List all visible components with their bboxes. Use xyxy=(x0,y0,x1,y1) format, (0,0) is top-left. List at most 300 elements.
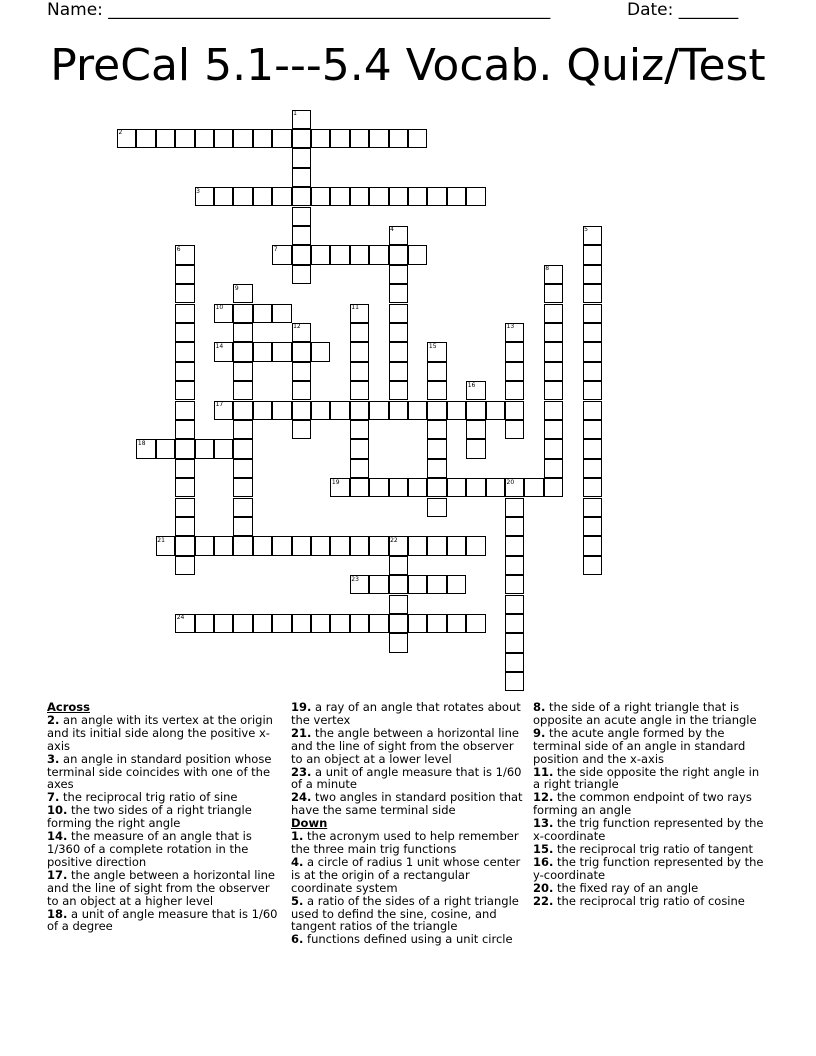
clue-item-text: the angle between a horizontal line and the line of sight from the observer to an object at a higher level xyxy=(47,867,275,908)
grid-cell[interactable] xyxy=(311,614,330,633)
clue-item-number: 19. xyxy=(291,700,312,714)
clue-number: 19 xyxy=(331,478,340,486)
clue-item-text: the two sides of a right triangle forming the right angle xyxy=(47,803,252,831)
grid-cell[interactable] xyxy=(214,129,233,148)
grid-cell[interactable] xyxy=(486,401,505,420)
clue-item-number: 5. xyxy=(291,893,304,908)
grid-cell[interactable] xyxy=(253,342,272,361)
grid-cell[interactable] xyxy=(583,536,602,555)
grid-cell[interactable] xyxy=(292,226,311,245)
grid-cell[interactable] xyxy=(214,614,233,633)
clues-column-2 xyxy=(291,701,526,946)
grid-cell[interactable] xyxy=(233,304,252,323)
grid-cell[interactable] xyxy=(544,362,563,381)
clue-number: 18 xyxy=(137,439,146,447)
clue-item xyxy=(47,804,282,830)
grid-cell[interactable] xyxy=(427,401,446,420)
clue-number: 21 xyxy=(157,536,165,544)
grid-cell[interactable] xyxy=(330,614,349,633)
grid-cell[interactable] xyxy=(583,323,602,342)
grid-cell[interactable] xyxy=(389,342,408,361)
grid-cell[interactable] xyxy=(233,478,252,497)
grid-cell[interactable] xyxy=(505,595,524,614)
clue-item-text: the reciprocal trig ratio of cosine xyxy=(553,893,745,908)
clue-item-number: 11. xyxy=(533,764,554,779)
grid-cell[interactable] xyxy=(350,362,369,381)
clue-item-text: the fixed ray of an angle xyxy=(553,880,699,895)
grid-cell[interactable] xyxy=(195,129,214,148)
clue-item-number: 23. xyxy=(291,764,312,779)
grid-cell[interactable] xyxy=(583,342,602,361)
clue-number: 16 xyxy=(467,381,476,389)
clue-number: 9 xyxy=(234,284,239,292)
clue-item-text: a unit of angle measure that is 1/60 of a minute xyxy=(291,764,522,792)
grid-cell[interactable] xyxy=(175,517,194,536)
clue-item-number: 2. xyxy=(47,712,60,727)
grid-cell[interactable] xyxy=(272,536,291,555)
grid-cell[interactable] xyxy=(175,129,194,148)
clue-item xyxy=(291,727,526,766)
clue-item xyxy=(291,895,526,934)
clue-item-number: 8. xyxy=(533,700,546,714)
grid-cell[interactable] xyxy=(175,362,194,381)
grid-cell[interactable] xyxy=(544,304,563,323)
clue-item-number: 21. xyxy=(291,725,312,740)
grid-cell[interactable] xyxy=(253,614,272,633)
grid-cell[interactable] xyxy=(389,478,408,497)
grid-cell[interactable] xyxy=(175,284,194,303)
grid-cell[interactable] xyxy=(583,284,602,303)
grid-cell[interactable] xyxy=(233,401,252,420)
clue-number: 2 xyxy=(118,129,123,137)
grid-cell[interactable] xyxy=(175,342,194,361)
grid-cell[interactable] xyxy=(583,459,602,478)
clue-item xyxy=(533,727,768,766)
grid-cell[interactable] xyxy=(195,536,214,555)
clue-item-text: the side of a right triangle that is opposite an acute angle in the triangle xyxy=(533,700,757,727)
grid-cell[interactable] xyxy=(233,129,252,148)
grid-cell[interactable] xyxy=(292,381,311,400)
grid-cell[interactable] xyxy=(175,420,194,439)
clue-item-text: the angle between a horizontal line and the line of sight from the observer to an object at a lower level xyxy=(291,725,519,766)
clue-item xyxy=(291,856,526,895)
grid-cell[interactable] xyxy=(466,536,485,555)
grid-cell[interactable] xyxy=(350,536,369,555)
clue-item-text: a circle of radius 1 unit whose center is at the origin of a rectangular coordinate system xyxy=(291,854,521,895)
grid-cell[interactable] xyxy=(175,439,194,458)
grid-cell[interactable] xyxy=(292,401,311,420)
grid-cell[interactable] xyxy=(350,245,369,264)
grid-cell[interactable] xyxy=(175,265,194,284)
grid-cell[interactable] xyxy=(427,575,446,594)
grid-cell[interactable] xyxy=(330,129,349,148)
clue-item xyxy=(533,895,768,908)
grid-cell[interactable] xyxy=(214,536,233,555)
clue-number: 12 xyxy=(293,323,301,331)
clue-number: 7 xyxy=(273,245,278,253)
grid-cell[interactable] xyxy=(466,439,485,458)
grid-cell[interactable] xyxy=(175,498,194,517)
grid-cell[interactable] xyxy=(583,265,602,284)
grid-cell[interactable] xyxy=(350,323,369,342)
grid-cell[interactable] xyxy=(408,245,427,264)
grid-cell[interactable] xyxy=(389,284,408,303)
grid-cell[interactable] xyxy=(233,323,252,342)
grid-cell[interactable] xyxy=(427,381,446,400)
clue-item-number: 24. xyxy=(291,790,312,805)
grid-cell[interactable] xyxy=(389,187,408,206)
grid-cell[interactable] xyxy=(389,595,408,614)
grid-cell[interactable] xyxy=(369,187,388,206)
grid-cell[interactable] xyxy=(505,381,524,400)
grid-cell[interactable] xyxy=(233,536,252,555)
grid-cell[interactable] xyxy=(330,245,349,264)
grid-cell[interactable] xyxy=(389,401,408,420)
clue-item-text: a ray of an angle that rotates about the vertex xyxy=(291,700,521,727)
grid-cell[interactable] xyxy=(505,633,524,652)
grid-cell[interactable] xyxy=(292,187,311,206)
clue-heading: Down xyxy=(291,816,328,831)
grid-cell[interactable] xyxy=(369,575,388,594)
grid-cell[interactable] xyxy=(427,420,446,439)
clue-item-number: 12. xyxy=(533,790,554,805)
clue-number: 14 xyxy=(215,342,224,350)
clue-item-number: 18. xyxy=(47,906,68,921)
grid-cell[interactable] xyxy=(233,187,252,206)
grid-cell[interactable] xyxy=(544,323,563,342)
grid-cell[interactable] xyxy=(233,342,252,361)
grid-cell[interactable] xyxy=(583,556,602,575)
grid-cell[interactable] xyxy=(233,517,252,536)
grid-cell[interactable] xyxy=(272,614,291,633)
clue-item xyxy=(533,766,768,792)
grid-cell[interactable] xyxy=(389,381,408,400)
grid-cell[interactable] xyxy=(524,478,543,497)
grid-cell[interactable] xyxy=(408,614,427,633)
grid-cell[interactable] xyxy=(389,362,408,381)
grid-cell[interactable] xyxy=(427,439,446,458)
grid-cell[interactable] xyxy=(369,478,388,497)
grid-cell[interactable] xyxy=(272,304,291,323)
clue-item-number: 4. xyxy=(291,854,304,869)
grid-cell[interactable] xyxy=(175,304,194,323)
clue-item xyxy=(47,714,282,753)
grid-cell[interactable] xyxy=(350,129,369,148)
grid-cell[interactable] xyxy=(544,401,563,420)
grid-cell[interactable] xyxy=(408,187,427,206)
grid-cell[interactable] xyxy=(253,304,272,323)
grid-cell[interactable] xyxy=(505,362,524,381)
grid-cell[interactable] xyxy=(427,187,446,206)
grid-cell[interactable] xyxy=(583,245,602,264)
grid-cell[interactable] xyxy=(466,187,485,206)
clue-item-number: 6. xyxy=(291,932,304,947)
grid-cell[interactable] xyxy=(253,536,272,555)
clue-item xyxy=(533,791,768,817)
grid-cell[interactable] xyxy=(156,439,175,458)
clue-item-number: 3. xyxy=(47,751,60,766)
grid-cell[interactable] xyxy=(505,556,524,575)
grid-cell[interactable] xyxy=(195,439,214,458)
clue-item xyxy=(291,933,526,946)
grid-cell[interactable] xyxy=(175,459,194,478)
grid-cell[interactable] xyxy=(544,439,563,458)
clue-number: 15 xyxy=(428,342,437,350)
clue-item-text: the side opposite the right angle in a right triangle xyxy=(533,764,760,792)
grid-cell[interactable] xyxy=(292,362,311,381)
clue-item-text: the acronym used to help remember the three main trig functions xyxy=(291,829,519,856)
grid-cell[interactable] xyxy=(175,478,194,497)
grid-cell[interactable] xyxy=(350,342,369,361)
clue-item-text: the trig function represented by the y-coordinate xyxy=(533,854,764,882)
clue-item-number: 22. xyxy=(533,893,554,908)
grid-cell[interactable] xyxy=(292,536,311,555)
grid-cell[interactable] xyxy=(583,498,602,517)
clues-column-1 xyxy=(47,701,282,933)
grid-cell[interactable] xyxy=(311,401,330,420)
grid-cell[interactable] xyxy=(369,401,388,420)
grid-cell[interactable] xyxy=(447,478,466,497)
grid-cell[interactable] xyxy=(272,129,291,148)
clue-item xyxy=(291,701,526,727)
grid-cell[interactable] xyxy=(214,187,233,206)
grid-cell[interactable] xyxy=(233,459,252,478)
grid-cell[interactable] xyxy=(466,478,485,497)
grid-cell[interactable] xyxy=(505,575,524,594)
grid-cell[interactable] xyxy=(292,614,311,633)
grid-cell[interactable] xyxy=(505,498,524,517)
grid-cell[interactable] xyxy=(175,556,194,575)
grid-cell[interactable] xyxy=(233,439,252,458)
grid-cell[interactable] xyxy=(447,187,466,206)
clue-number: 5 xyxy=(584,226,588,234)
grid-cell[interactable] xyxy=(389,304,408,323)
grid-cell[interactable] xyxy=(292,245,311,264)
clue-item-text: a ratio of the sides of a right triangle used to defind the sine, cosine, and tangent ratios of the triangle xyxy=(291,893,519,934)
clue-number: 13 xyxy=(506,323,515,331)
clue-item-number: 16. xyxy=(533,854,554,869)
grid-cell[interactable] xyxy=(486,478,505,497)
grid-cell[interactable] xyxy=(427,536,446,555)
grid-cell[interactable] xyxy=(408,478,427,497)
grid-cell[interactable] xyxy=(350,381,369,400)
clue-item-text: two angles in standard position that have the same terminal side xyxy=(291,790,523,818)
grid-cell[interactable] xyxy=(408,129,427,148)
grid-cell[interactable] xyxy=(369,245,388,264)
clue-item-number: 15. xyxy=(533,841,554,856)
grid-cell[interactable] xyxy=(544,478,563,497)
grid-cell[interactable] xyxy=(272,401,291,420)
grid-cell[interactable] xyxy=(292,168,311,187)
grid-cell[interactable] xyxy=(505,517,524,536)
grid-cell[interactable] xyxy=(233,381,252,400)
grid-cell[interactable] xyxy=(447,575,466,594)
clue-number: 3 xyxy=(196,187,200,195)
grid-cell[interactable] xyxy=(311,342,330,361)
grid-cell[interactable] xyxy=(408,401,427,420)
grid-cell[interactable] xyxy=(233,420,252,439)
clue-item xyxy=(291,766,526,792)
grid-cell[interactable] xyxy=(350,439,369,458)
clue-number: 6 xyxy=(176,245,181,253)
grid-cell[interactable] xyxy=(583,362,602,381)
clue-number: 17 xyxy=(215,401,224,408)
clue-item-text: an angle with its vertex at the origin and its initial side along the positive x-axis xyxy=(47,712,273,753)
grid-cell[interactable] xyxy=(175,536,194,555)
clue-heading: Across xyxy=(47,700,90,714)
grid-cell[interactable] xyxy=(408,536,427,555)
grid-cell[interactable] xyxy=(350,478,369,497)
grid-cell[interactable] xyxy=(369,536,388,555)
grid-cell[interactable] xyxy=(292,420,311,439)
grid-cell[interactable] xyxy=(505,401,524,420)
clue-number: 4 xyxy=(390,226,394,234)
grid-cell[interactable] xyxy=(233,614,252,633)
grid-cell[interactable] xyxy=(427,459,446,478)
clue-item xyxy=(47,869,282,908)
grid-cell[interactable] xyxy=(466,401,485,420)
grid-cell[interactable] xyxy=(330,401,349,420)
grid-cell[interactable] xyxy=(389,265,408,284)
clue-item-number: 10. xyxy=(47,803,68,818)
grid-cell[interactable] xyxy=(447,614,466,633)
grid-cell[interactable] xyxy=(505,672,524,691)
clue-item-number: 7. xyxy=(47,790,60,805)
grid-cell[interactable] xyxy=(311,187,330,206)
grid-cell[interactable] xyxy=(350,420,369,439)
clue-number: 22 xyxy=(390,536,398,544)
grid-cell[interactable] xyxy=(466,420,485,439)
grid-cell[interactable] xyxy=(175,323,194,342)
grid-cell[interactable] xyxy=(466,614,485,633)
clue-number: 8 xyxy=(545,265,550,273)
clue-item xyxy=(291,791,526,817)
grid-cell[interactable] xyxy=(350,401,369,420)
page-title: PreCal 5.1---5.4 Vocab. Quiz/Test xyxy=(50,40,766,91)
clue-item-text: the acute angle formed by the terminal side of an angle in standard position and the x-axis xyxy=(533,725,746,766)
grid-cell[interactable] xyxy=(330,536,349,555)
clue-number: 1 xyxy=(293,110,297,117)
grid-cell[interactable] xyxy=(136,129,155,148)
grid-cell[interactable] xyxy=(233,498,252,517)
clue-item-number: 9. xyxy=(533,725,546,740)
grid-cell[interactable] xyxy=(214,439,233,458)
grid-cell[interactable] xyxy=(427,498,446,517)
grid-cell[interactable] xyxy=(292,342,311,361)
grid-cell[interactable] xyxy=(292,129,311,148)
grid-cell[interactable] xyxy=(544,459,563,478)
clue-item-text: the trig function represented by the x-coordinate xyxy=(533,816,764,844)
grid-cell[interactable] xyxy=(253,187,272,206)
grid-cell[interactable] xyxy=(272,342,291,361)
grid-cell[interactable] xyxy=(505,653,524,672)
grid-cell[interactable] xyxy=(233,362,252,381)
clue-item xyxy=(533,817,768,843)
grid-cell[interactable] xyxy=(427,362,446,381)
grid-cell[interactable] xyxy=(583,517,602,536)
grid-cell[interactable] xyxy=(389,575,408,594)
grid-cell[interactable] xyxy=(389,245,408,264)
grid-cell[interactable] xyxy=(156,129,175,148)
grid-cell[interactable] xyxy=(583,304,602,323)
name-field-label[interactable]: Name: ____________________________________________________ xyxy=(47,0,551,20)
grid-cell[interactable] xyxy=(175,381,194,400)
clue-item-text: a unit of angle measure that is 1/60 of a degree xyxy=(47,906,278,934)
clue-item-number: 14. xyxy=(47,829,68,844)
clue-item xyxy=(47,753,282,792)
clue-item-text: the reciprocal trig ratio of sine xyxy=(59,790,238,805)
clue-number: 11 xyxy=(351,304,359,311)
grid-cell[interactable] xyxy=(544,420,563,439)
grid-cell[interactable] xyxy=(447,536,466,555)
grid-cell[interactable] xyxy=(292,265,311,284)
grid-cell[interactable] xyxy=(311,129,330,148)
grid-cell[interactable] xyxy=(408,575,427,594)
grid-cell[interactable] xyxy=(447,401,466,420)
grid-cell[interactable] xyxy=(195,614,214,633)
grid-cell[interactable] xyxy=(389,633,408,652)
grid-cell[interactable] xyxy=(389,129,408,148)
grid-cell[interactable] xyxy=(427,478,446,497)
clue-item-text: the common endpoint of two rays forming an angle xyxy=(533,790,752,818)
clue-item-number: 17. xyxy=(47,867,68,882)
grid-cell[interactable] xyxy=(505,420,524,439)
grid-cell[interactable] xyxy=(544,342,563,361)
clue-item-text: the reciprocal trig ratio of tangent xyxy=(553,841,753,856)
grid-cell[interactable] xyxy=(369,129,388,148)
grid-cell[interactable] xyxy=(253,401,272,420)
clue-item-text: an angle in standard position whose terminal side coincides with one of the axes xyxy=(47,751,272,792)
grid-cell[interactable] xyxy=(583,401,602,420)
grid-cell[interactable] xyxy=(292,148,311,167)
grid-cell[interactable] xyxy=(505,614,524,633)
grid-cell[interactable] xyxy=(583,420,602,439)
clue-item-number: 20. xyxy=(533,880,554,895)
clue-number: 24 xyxy=(176,614,185,622)
grid-cell[interactable] xyxy=(350,459,369,478)
clue-item-number: 13. xyxy=(533,816,554,831)
clue-number: 20 xyxy=(506,478,515,486)
grid-cell[interactable] xyxy=(427,614,446,633)
grid-cell[interactable] xyxy=(583,381,602,400)
grid-cell[interactable] xyxy=(175,401,194,420)
grid-cell[interactable] xyxy=(389,614,408,633)
grid-cell[interactable] xyxy=(505,342,524,361)
grid-cell[interactable] xyxy=(583,439,602,458)
grid-cell[interactable] xyxy=(389,323,408,342)
grid-cell[interactable] xyxy=(272,187,291,206)
grid-cell[interactable] xyxy=(253,129,272,148)
clue-number: 23 xyxy=(351,575,359,583)
clues-column-3 xyxy=(533,701,768,908)
grid-cell[interactable] xyxy=(330,187,349,206)
grid-cell[interactable] xyxy=(505,536,524,555)
clue-item-number: 1. xyxy=(291,829,304,844)
clue-item xyxy=(533,701,768,727)
grid-cell[interactable] xyxy=(369,614,388,633)
grid-cell[interactable] xyxy=(389,556,408,575)
date-field-label[interactable]: Date: _______ xyxy=(627,0,739,20)
grid-cell[interactable] xyxy=(350,614,369,633)
grid-cell[interactable] xyxy=(350,187,369,206)
grid-cell[interactable] xyxy=(544,381,563,400)
grid-cell[interactable] xyxy=(311,536,330,555)
clue-item xyxy=(291,830,526,856)
grid-cell[interactable] xyxy=(544,284,563,303)
grid-cell[interactable] xyxy=(311,245,330,264)
grid-cell[interactable] xyxy=(292,207,311,226)
grid-cell[interactable] xyxy=(583,478,602,497)
